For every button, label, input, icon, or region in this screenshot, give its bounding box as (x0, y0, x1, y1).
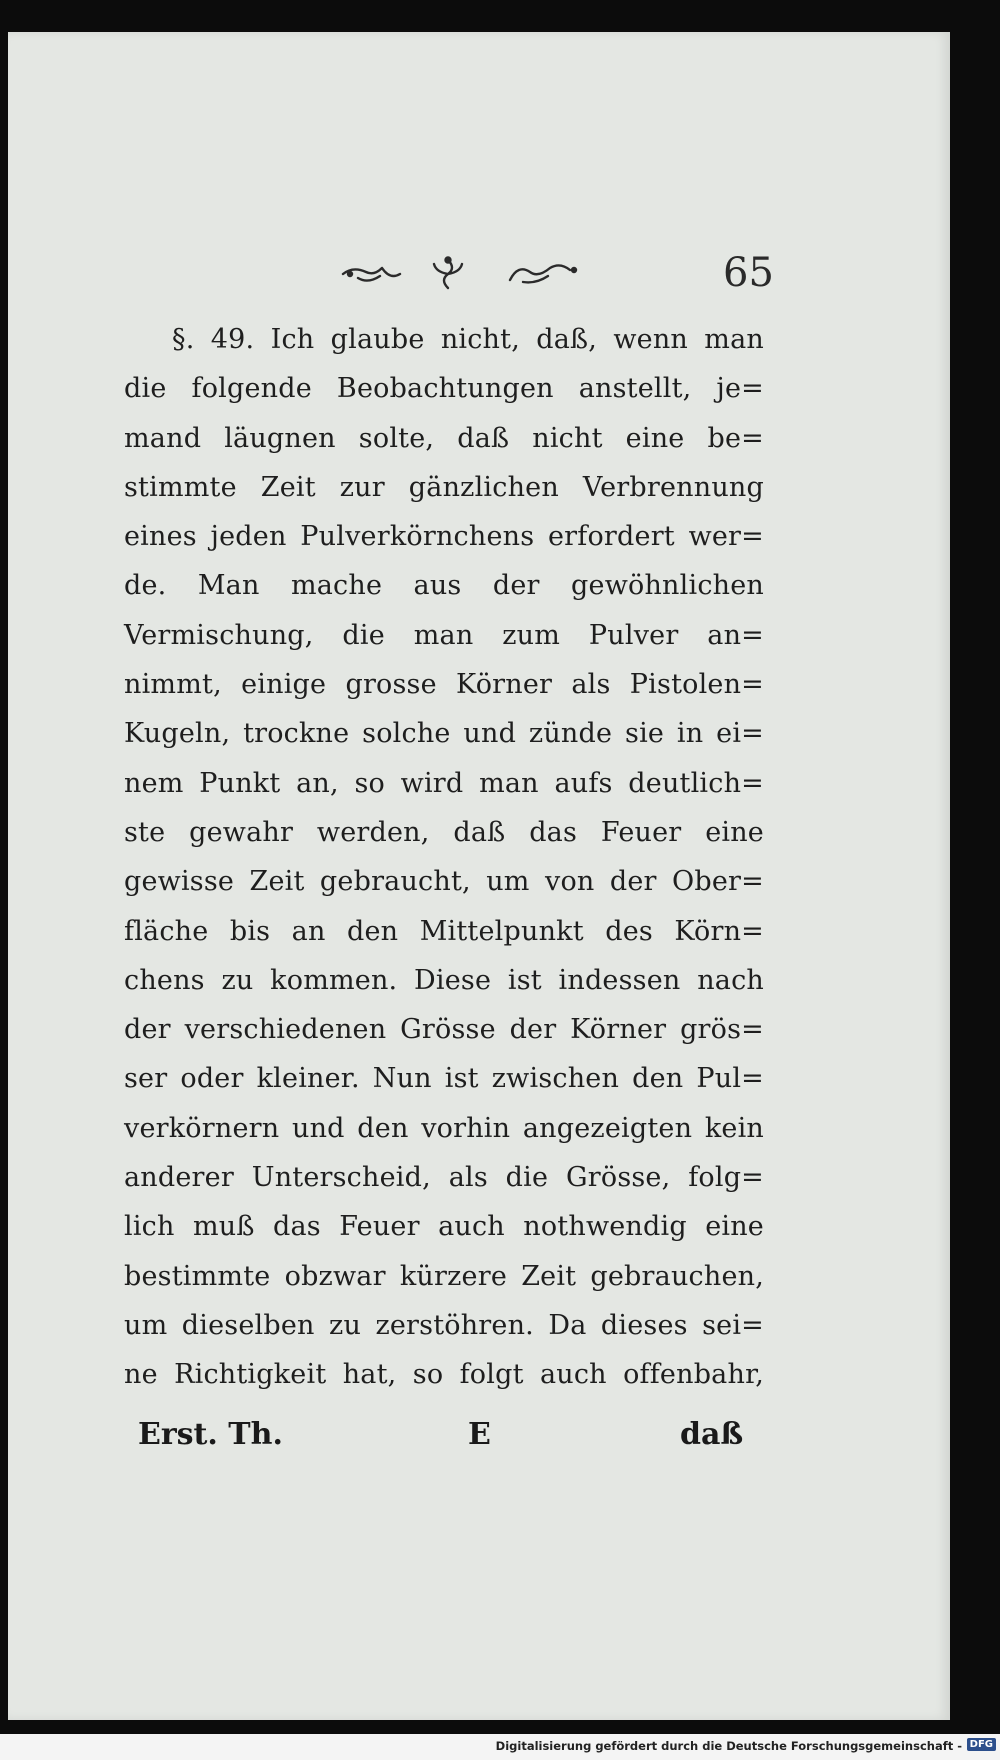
text-line: um dieselben zu zerstöhren. Da dieses sei= (124, 1309, 764, 1341)
catchword: daß (680, 1417, 744, 1452)
text-line: Kugeln, trockne solche und zünde sie in ei= (124, 718, 764, 750)
text-line: mand läugnen solte, daß nicht eine be= (124, 422, 764, 454)
text-line: bestimmte obzwar kürzere Zeit gebrauchen, (124, 1260, 764, 1292)
text-line: ste gewahr werden, daß das Feuer eine (124, 816, 764, 848)
text-line: de. Man mache aus der gewöhnlichen (124, 570, 764, 602)
book-page (8, 32, 950, 1720)
ornament-headpiece (338, 254, 588, 294)
body-text (124, 315, 764, 1400)
text-line: Vermischung, die man zum Pulver an= (124, 619, 764, 651)
page-number: 65 (723, 250, 774, 296)
signature-line (138, 1417, 746, 1467)
footer-credit: Digitalisierung gefördert durch die Deutsche Forschungsgemeinschaft - (495, 1739, 962, 1753)
text-line: chens zu kommen. Diese ist indessen nach (124, 964, 764, 996)
text-line: ne Richtigkeit hat, so folgt auch offenbahr, (124, 1359, 764, 1391)
signature-text: Erst. Th. (138, 1417, 283, 1452)
text-line: §. 49. Ich glaube nicht, daß, wenn man (172, 324, 764, 355)
text-line: die folgende Beobachtungen anstellt, je= (124, 373, 764, 405)
text-line: nimmt, einige grosse Körner als Pistolen= (124, 669, 764, 701)
text-line: anderer Unterscheid, als die Grösse, folg= (124, 1162, 764, 1194)
signature-mark: E (468, 1417, 491, 1452)
footer-bar (0, 1734, 1000, 1760)
text-line: der verschiedenen Grösse der Körner grös= (124, 1014, 764, 1046)
text-line: ser oder kleiner. Nun ist zwischen den Pul= (124, 1063, 764, 1095)
text-line: eines jeden Pulverkörnchens erfordert wer= (124, 521, 764, 553)
text-line: nem Punkt an, so wird man aufs deutlich= (124, 767, 764, 799)
text-line: verkörnern und den vorhin angezeigten kein (124, 1112, 764, 1144)
text-line: fläche bis an den Mittelpunkt des Körn= (124, 915, 764, 947)
text-line: gewisse Zeit gebraucht, um von der Ober= (124, 866, 764, 898)
text-line: stimmte Zeit zur gänzlichen Verbrennung (124, 471, 764, 503)
dfg-logo: DFG (967, 1738, 996, 1751)
text-line: lich muß das Feuer auch nothwendig eine (124, 1211, 764, 1243)
